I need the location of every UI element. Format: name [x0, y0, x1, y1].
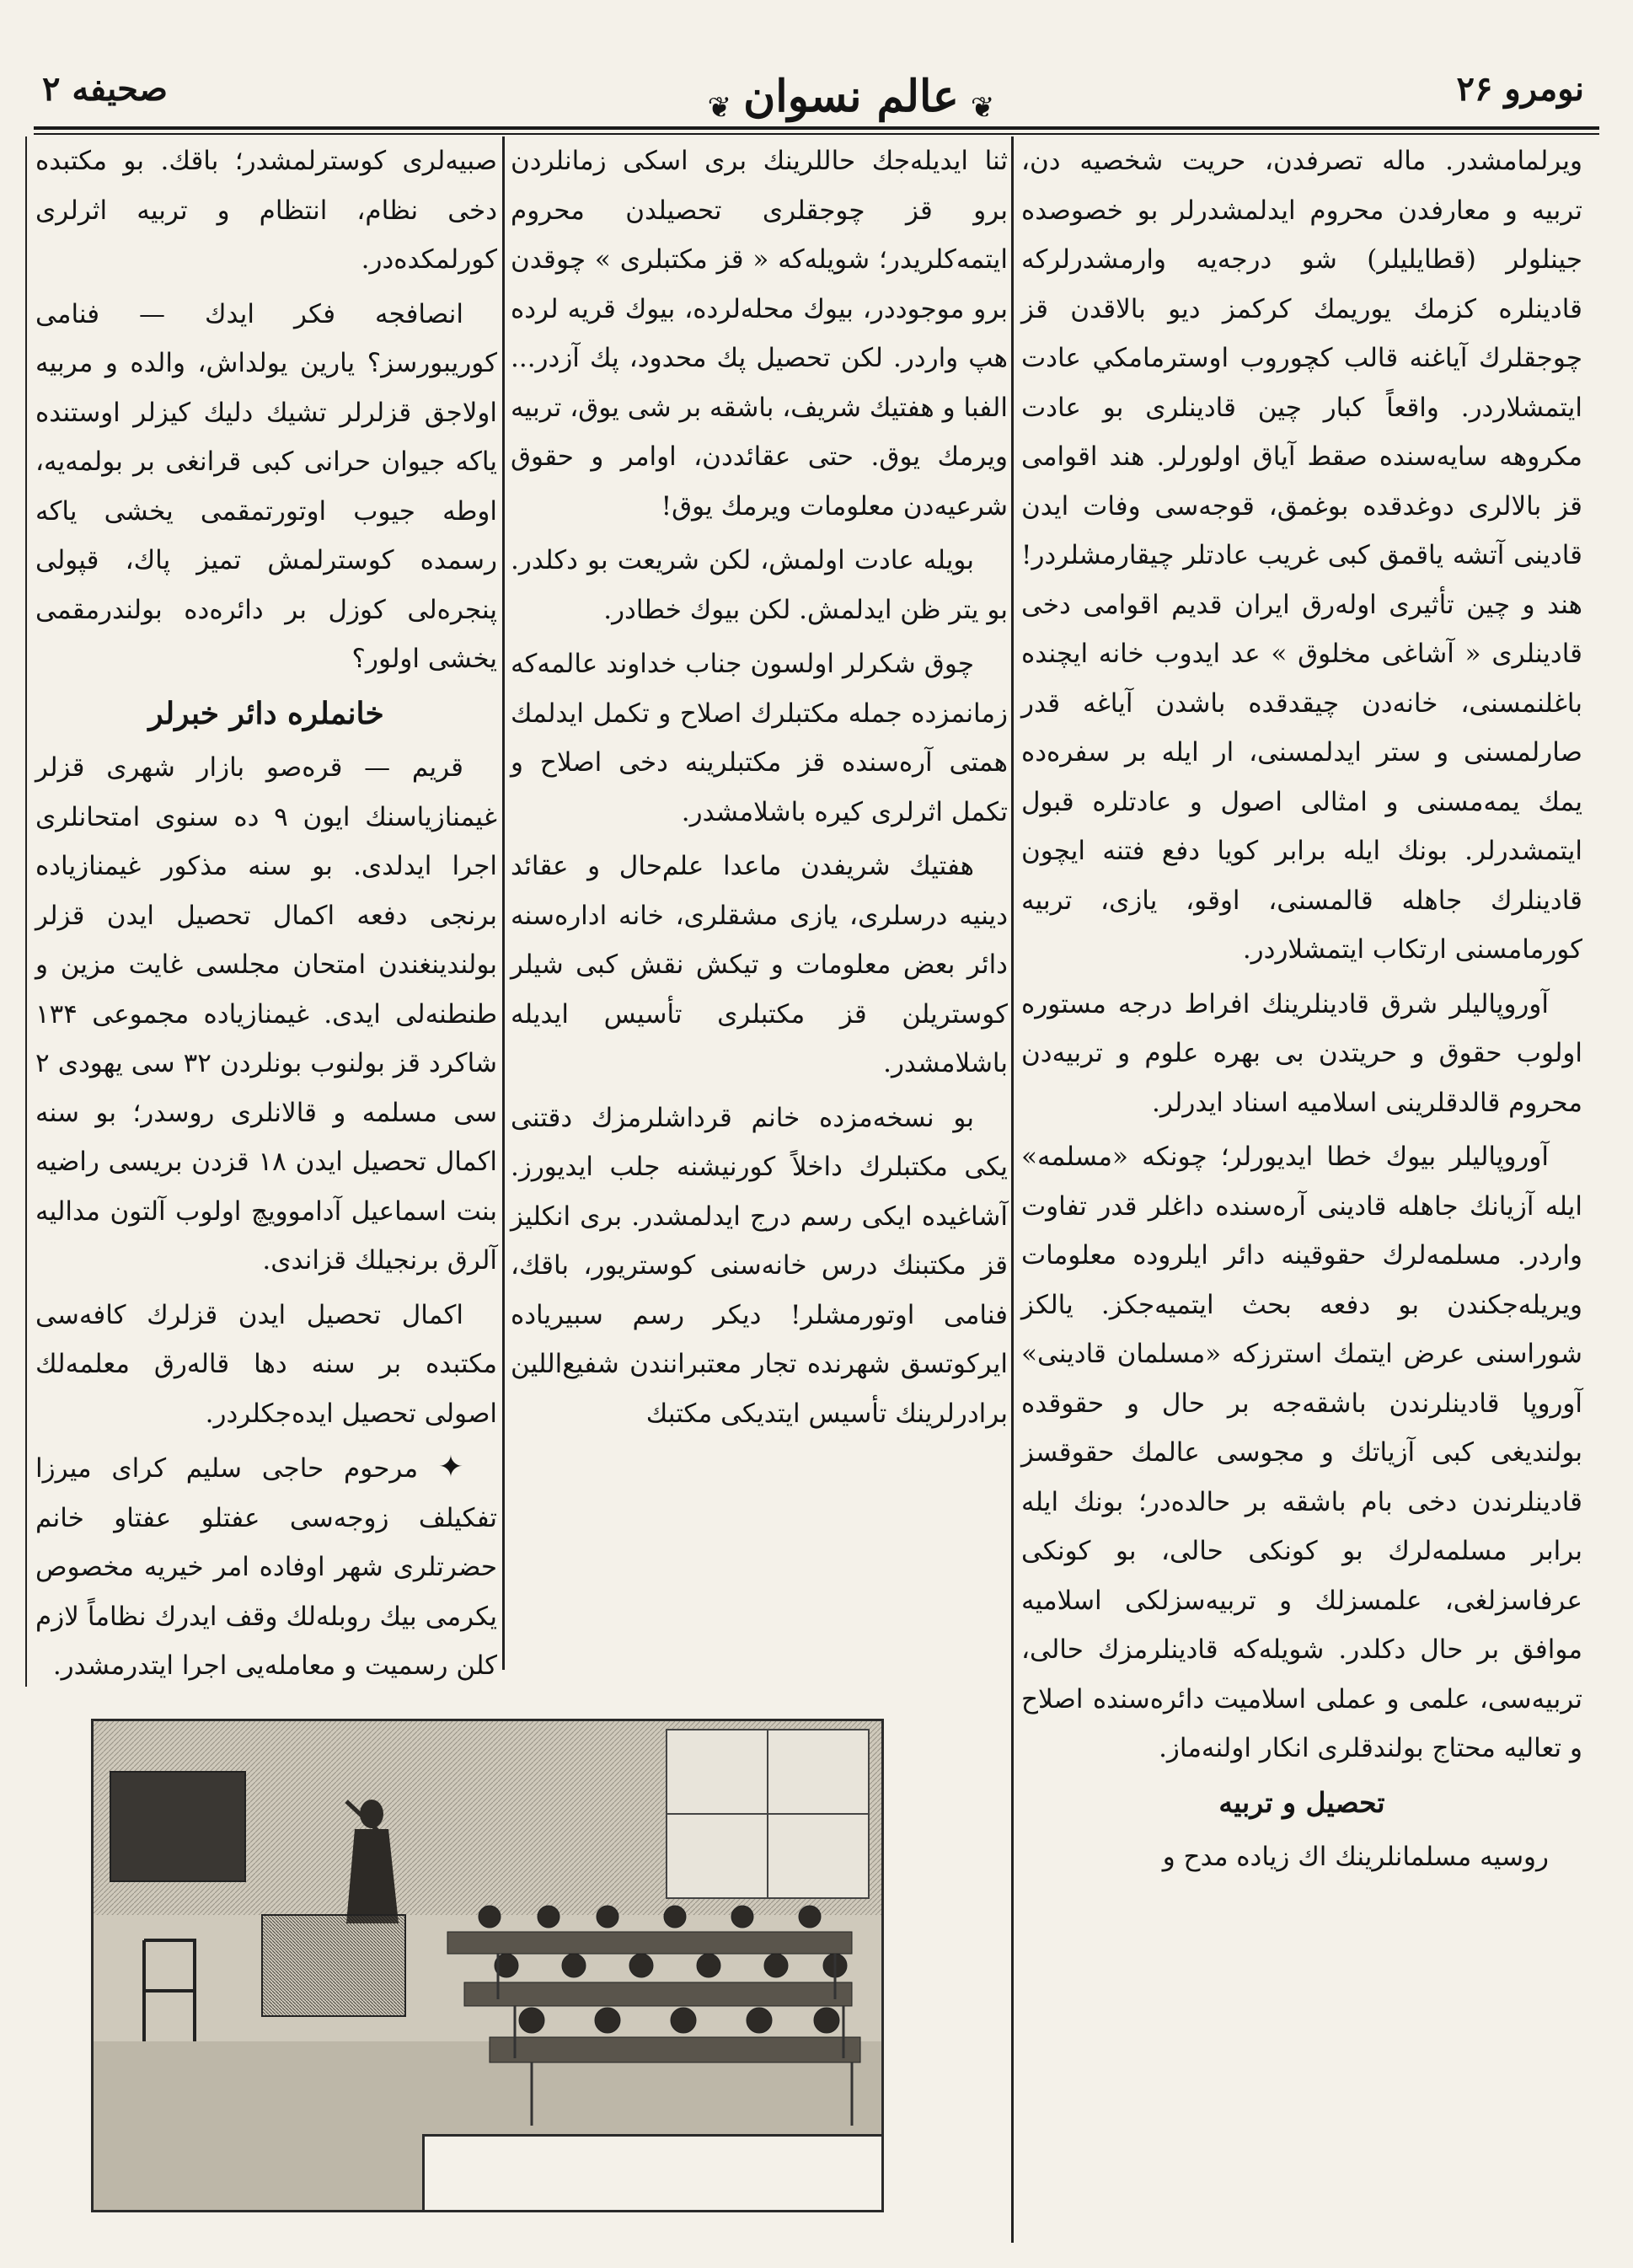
masthead-rule-thin: [34, 133, 1599, 135]
section-heading: تحصيل و تربيه: [1218, 1785, 1385, 1819]
article-paragraph: انصافجه فكر ايدك — فنامى كوريبورسز؟ يارين يولداش، والده و مربيه اولاجق قزلرلر تشيك دليك كيزلر اوستنده ياكه جيوان حرانى كبى قرانغى بر بولمه‌يه، اوطه جيوب اوتورتمقمى يخشى ياكه رسمده كوسترلمش تميز پاك، قپولى پنجره‌لى كوزل بر دائره‌ده بولندرمقمى يخشى اولور؟: [35, 298, 497, 674]
obituary-text: مرحوم حاجى سليم كراى ميرزا تفكيلف زوجه‌سى عفتلو عفتاو خانم حضرتلرى شهر اوفاده امر خيريه مخصوص يكرمى بيك روبله‌لك وقف ايدرك نظاماً لازم كلن رسميت و معامله‌يى اجرا ايتدرمشدر.: [35, 1453, 497, 1681]
ornament-icon: ❦: [707, 90, 732, 125]
issue-number: نومرو ۲۶: [1456, 69, 1584, 109]
column-divider: [502, 136, 505, 1670]
masthead-rule: [34, 126, 1599, 130]
middle-column: [511, 136, 1008, 1653]
news-paragraph: اكمال تحصيل ايدن قزلرك كافه‌سى مكتبده بر سنه دها قاله‌رق معلمه‌لك اصولى تحصيل ايده‌جكلردر.: [35, 1299, 497, 1429]
article-paragraph: ثنا ايديله‌جك حاللرينك برى اسكى زمانلردن برو قز چوجقلرى تحصيلدن محروم ايتمه‌كلريدر؛ شويله‌كه « قز مكتبلرى » چوقدن برو موجوددر، بيوك محله‌لرده، بيوك قريه لرده هپ واردر. لكن تحصيل پك محدود، پك آزدر... الفبا و هفتيك شريف، باشقه بر شى يوق، تربيه ويرمك يوق. حتى عقائددن، اوامر و حقوق شرعيه‌دن معلومات ويرمك يوق!: [511, 146, 1008, 522]
ornament-icon: ❦: [970, 90, 995, 125]
right-column: [1021, 136, 1582, 2268]
article-paragraph: روسيه مسلمانلرينك اك زياده مدح و: [1162, 1842, 1549, 1872]
news-section-heading: خانملره دائر خبرلر: [148, 695, 384, 731]
page-number: صحيفه ۲: [42, 69, 168, 109]
article-paragraph: چوق شكرلر اولسون جناب خداوند عالمه‌كه زمانمزده جمله مكتبلرك اصلاح و تكمل ايدلمك همتى آره‌سنده قز مكتبلرينه دخى اصلاح و تكمل اثرلرى كيره باشلامشدر.: [511, 649, 1008, 827]
classroom-engraving: [91, 1719, 884, 2212]
news-paragraph: قريم — قره‌صو بازار شهرى قزلر غيمنازياسنك ايون ۹ ده سنوى امتحانلرى اجرا ايدلدى. بو سنه مذكور غيمنازياده برنجى دفعه اكمال تحصيل ايدن قزلر بولندينغندن امتحان مجلسى غايت مزين و طنطنه‌لى ايدى. غيمنازياده مجموعى ۱۳۴ شاكرد قز بولنوب بونلردن ۳۲ سى يهودى ۲ سى مسلمه و قالانلرى روسدر؛ بو سنه اكمال تحصيل ايدن ۱۸ قزدن بريسى راضيه بنت اسماعيل آداموويچ اولوب آلتون مداليه آلرق برنجيلك قزاندى.: [35, 752, 497, 1276]
article-paragraph: آوروپاليلر شرق قادينلرينك افراط درجه مستوره اولوب حقوق و حريتدن بى بهره علوم و تربيه‌دن محروم قالدقلرينى اسلاميه اسناد ايدرلر.: [1021, 988, 1582, 1118]
article-paragraph: صبيه‌لرى كوسترلمشدر؛ باقك. بو مكتبده دخى نظام، انتظام و تربيه اثرلرى كورلمكده‌در.: [35, 146, 497, 275]
newspaper-title: عالم نسوان: [743, 71, 959, 122]
article-paragraph: آوروپاليلر بيوك خطا ايديورلر؛ چونكه «مسلمه» ايله آزيانك جاهله قادينى آره‌سنده داغلر قدر تفاوت واردر. مسلمه‌لرك حقوقينه دائر ايلروده معلومات ويريله‌جكندن بو دفعه بحث ايتميه‌جكز. يالكز شوراسنى عرض ايتمك استرزكه «مسلمان قادينى» آوروپا قادينلرندن باشقه‌جه بر حال و حقوقده بولنديغى كبى آزياتك و مجوسى عالمك حقوقسز قادينلرندن دخى بام باشقه بر حالده‌در؛ بونك ايله برابر مسلمه‌لرك بو كونكى حالى، بو كونكى عرفاسزلغى، علمسزلك و تربيه‌سزلكى اسلاميه موافق بر حال دكلدر. شويله‌كه قادينلرمزك حالى، تربيه‌سى، علمى و عملى اسلاميت دائره‌سنده اصلاح و تعاليه محتاج بولندقلرى انكار اولنه‌ماز.: [1021, 1142, 1582, 1763]
article-paragraph: بو نسخه‌مزده خانم قرداشلرمزك دقتنى يكى مكتبلرك داخلاً كورنيشنه جلب ايديورز. آشاغيده ايكى رسم درج ايدلمشدر. برى انكليز قز مكتبنك درس خانه‌سنى كوستريور، باقك، فنامى اوتورمشلر! ديكر رسم سبيرياده ايركوتسق شهرنده تجار معتبرانندن شفيع‌اللين برادرلرينك تأسيس ايتديكى مكتبك: [511, 1102, 1008, 1429]
article-paragraph: ويرلمامشدر. ماله تصرفدن، حريت شخصيه دن، تربيه و معارفدن محروم ايدلمشدرلر بو خصوصده جينلولر (قطايليلر) شو درجه‌يه وارمشدرلركه قادينلره كزمك يوريمك كركمز ديو بالاقدن قز چوجقلرك آياغنه قالب كچوروب اوسترمامكي عادت ايتمشلاردر. واقعاً كبار چين قادينلرى بو عادت مكروهه سايه‌سنده صقط آياق اولورلر. هند اقوامى قز بالالرى دوغدقده بوغمق، قوجه‌سى وفات ايدن قادينى آتشه ياقمق كبى غريب عادتلر چيقارمشلردر! هند و چين تأثيرى اوله‌رق ايران قديم اقوامى دخى قادينلرى « آشاغى مخلوق » عد ايدوب خانه ايچنده باغلنمسنى، خانه‌دن چيقدقده باشدن آياغه قدر صارلمسنى و ستر ايدلمسنى، ار ايله بر سفره‌ده يمك يمه‌مسنى و امثالى اصول و عادتلره قبول ايتمشدرلر. بونك ايله برابر كويا دفع فتنه ايچون قادينلرك جاهله قالمسنى، اوقو، يازى، تربيه كورمامسنى ارتكاب ايتمشلاردر.: [1021, 146, 1582, 965]
page-left-border: [25, 136, 27, 1687]
obituary-paragraph: [35, 1443, 497, 1691]
diamond-icon: ✦: [437, 1450, 464, 1484]
illustration-cutout: [422, 2134, 884, 2212]
article-paragraph: بويله عادت اولمش، لكن شريعت بو دكلدر. بو يتر ظن ايدلمش. لكن بيوك خطادر.: [511, 545, 1008, 625]
article-paragraph: هفتيك شريفدن ماعدا علم‌حال و عقائد دينيه درسلرى، يازى مشقلرى، خانه اداره‌سنه دائر بعض معلومات و تيكش نقش كبى شيلر كوستريلن قز مكتبلرى تأسيس ايديله باشلامشدر.: [511, 851, 1008, 1078]
column-divider: [1011, 136, 1014, 2243]
left-column: [35, 136, 497, 1681]
